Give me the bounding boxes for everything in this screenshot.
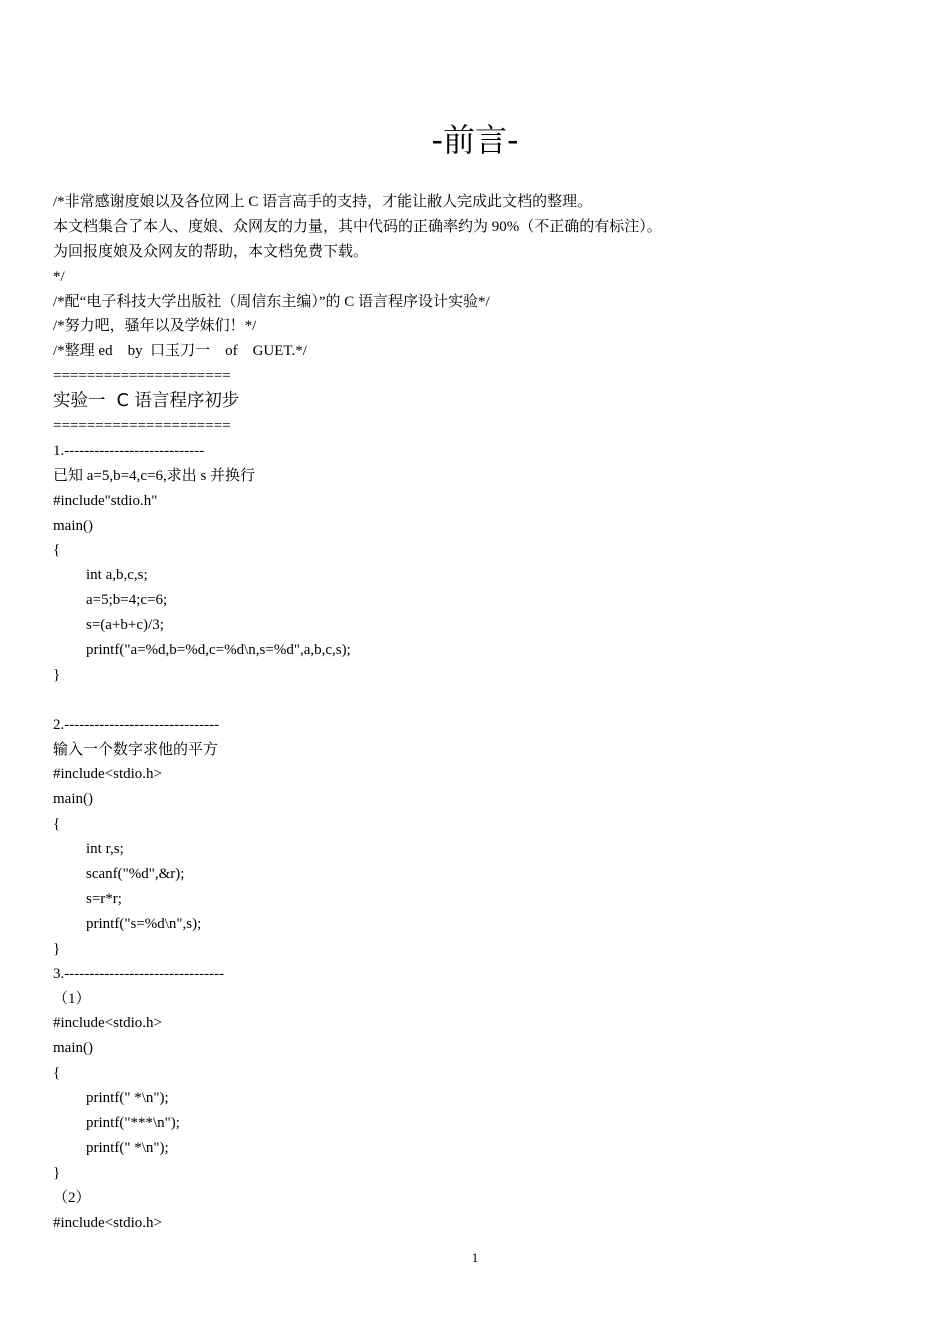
text-line: main() [53, 517, 93, 534]
text-line: 3.-------------------------------- [53, 965, 225, 982]
page-number: 1 [471, 1250, 479, 1265]
text-line: printf("s=%d\n",s); [86, 915, 202, 932]
text-line: /*努力吧，骚年以及学妹们！*/ [53, 318, 257, 335]
text-line: #include<stdio.h> [53, 766, 162, 783]
text-line: printf("a=%d,b=%d,c=%d\n,s=%d",a,b,c,s); [86, 642, 351, 659]
text-line: （2） [53, 1189, 91, 1206]
section-heading: 实验一 C 语言程序初步 [53, 391, 240, 412]
text-line: */ [53, 268, 65, 285]
text-line: #include<stdio.h> [53, 1214, 162, 1231]
text-line: int r,s; [86, 841, 124, 858]
text-line: } [53, 666, 61, 683]
text-line: { [53, 816, 61, 833]
text-line: } [53, 940, 61, 957]
text-line: 输入一个数字求他的平方 [53, 741, 219, 758]
text-line: printf(" *\n"); [86, 1090, 169, 1107]
text-line: ===================== [53, 368, 231, 385]
text-line: a=5;b=4;c=6; [86, 592, 168, 609]
text-line: （1） [53, 990, 91, 1007]
text-line: printf(" *\n"); [86, 1139, 169, 1156]
text-line: scanf("%d",&r); [86, 866, 185, 883]
document-body [53, 190, 913, 1235]
text-line [53, 688, 913, 713]
text-line: } [53, 1164, 61, 1181]
page-title: -前言- [431, 121, 519, 159]
text-line: 1.---------------------------- [53, 442, 205, 459]
text-line: 本文档集合了本人、度娘、众网友的力量，其中代码的正确率约为 90%（不正确的有标注）。 [53, 218, 662, 235]
text-line: /*非常感谢度娘以及各位网上 C 语言高手的支持，才能让敝人完成此文档的整理。 [53, 194, 593, 210]
text-line: main() [53, 1040, 93, 1057]
text-line: /*配“电子科技大学出版社（周信东主编）”的 C 语言程序设计实验*/ [53, 293, 490, 310]
text-line: s=(a+b+c)/3; [86, 617, 164, 634]
text-line: 2.------------------------------- [53, 716, 220, 733]
text-line: int a,b,c,s; [86, 567, 148, 584]
text-line: #include<stdio.h> [53, 1015, 162, 1032]
text-line: printf("***\n"); [86, 1114, 180, 1131]
text-line: 为回报度娘及众网友的帮助，本文档免费下载。 [53, 243, 369, 260]
text-line: ===================== [53, 418, 231, 435]
text-line: s=r*r; [86, 890, 122, 907]
text-line: { [53, 542, 61, 559]
text-line: /*整理 ed by 口玉刀一 of GUET.*/ [53, 343, 307, 360]
text-line: { [53, 1065, 61, 1082]
text-line: main() [53, 791, 93, 808]
text-line: #include"stdio.h" [53, 492, 158, 509]
text-line: 已知 a=5,b=4,c=6,求出 s 并换行 [53, 467, 256, 484]
